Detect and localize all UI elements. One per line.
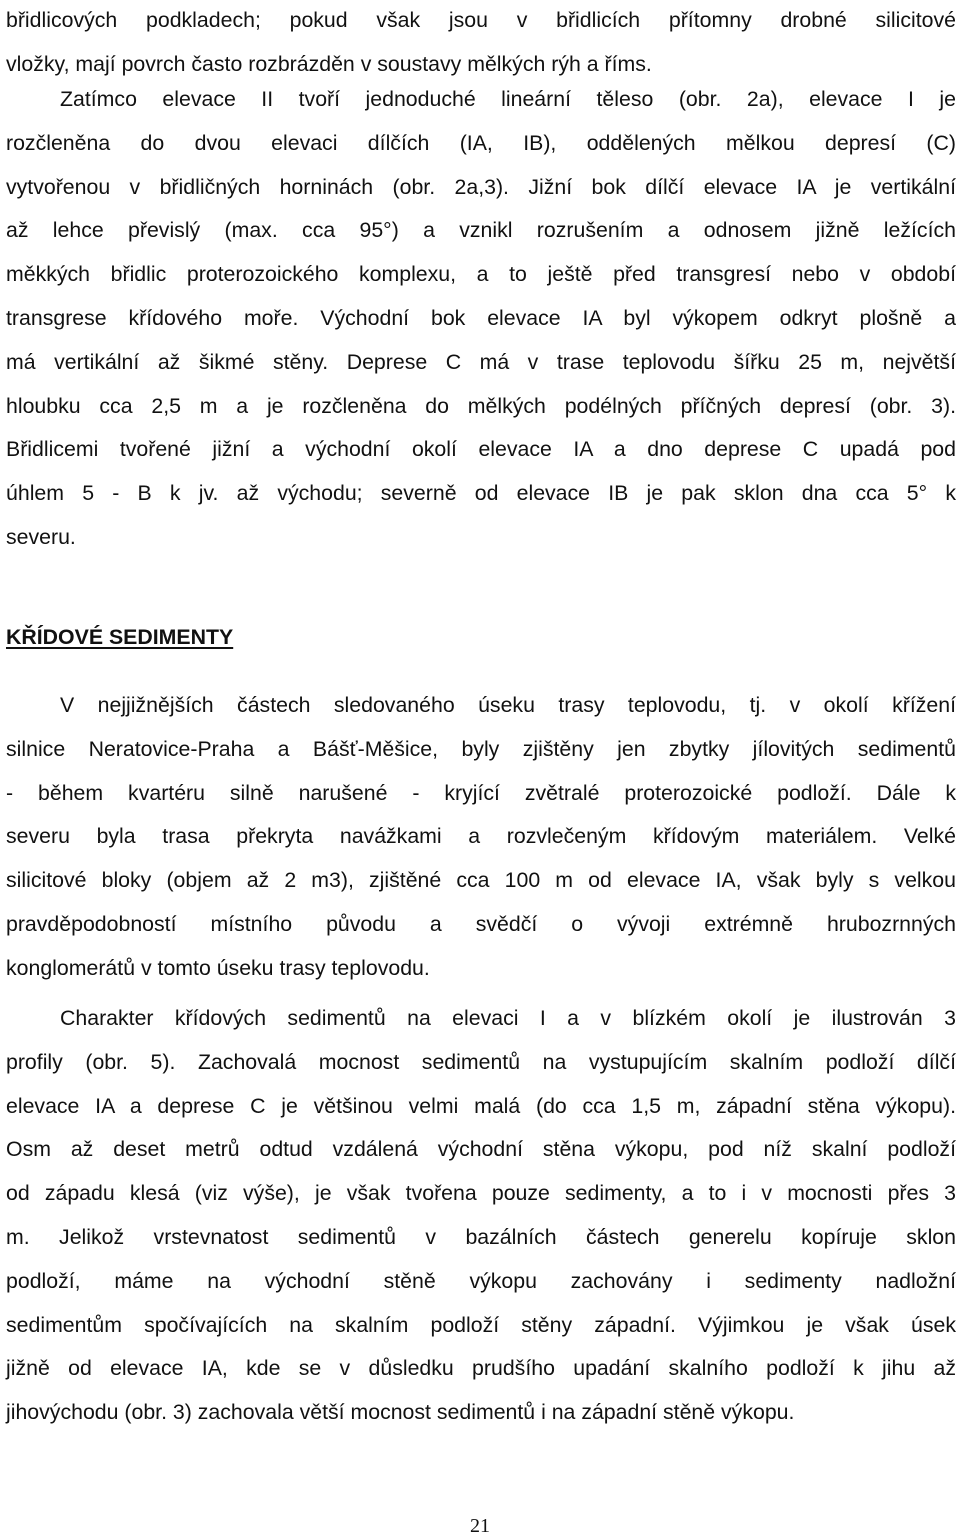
text-line: vytvořenou v břidličných horninách (obr. 2a,3). Jižní bok dílčí elevace IA je vertikální xyxy=(6,174,956,199)
paragraph-2 xyxy=(6,78,956,560)
text-line: má vertikální až šikmé stěny. Deprese C má v trase teplovodu šířku 25 m, největší xyxy=(6,349,956,374)
text-line: severu. xyxy=(6,524,76,549)
text-line: sedimentům spočívajících na skalním podloží stěny západní. Výjimkou je však úsek xyxy=(6,1312,956,1337)
text-line: m. Jelikož vrstevnatost sedimentů v bazálních částech generelu kopíruje sklon xyxy=(6,1224,956,1249)
text-line: podloží, máme na východní stěně výkopu zachovány i sedimenty nadložní xyxy=(6,1268,956,1293)
text-line: konglomerátů v tomto úseku trasy teplovodu. xyxy=(6,955,430,980)
text-line: transgrese křídového moře. Východní bok elevace IA byl výkopem odkryt plošně a xyxy=(6,305,956,330)
text-line: Osm až deset metrů odtud vzdálená východní stěna výkopu, pod níž skalní podloží xyxy=(6,1137,956,1162)
text-line: jihovýchodu (obr. 3) zachovala větší mocnost sedimentů i na západní stěně výkopu. xyxy=(6,1400,795,1425)
text-line: Charakter křídových sedimentů na elevaci I a v blízkém okolí je ilustrován 3 xyxy=(60,1006,956,1030)
paragraph-3 xyxy=(6,684,956,991)
text-line: Břidlicemi tvořené jižní a východní okolí elevace IA a dno deprese C upadá pod xyxy=(6,437,956,462)
text-line: elevace IA a deprese C je většinou velmi malá (do cca 1,5 m, západní stěna výkopu). xyxy=(6,1093,956,1118)
paragraph-1 xyxy=(6,0,956,87)
text-line: rozčleněna do dvou elevaci dílčích (IA, IB), oddělených mělkou depresí (C) xyxy=(6,130,956,155)
text-line: V nejjižnějších částech sledovaného úseku trasy teplovodu, tj. v okolí křížení xyxy=(60,693,956,717)
section-heading: KŘÍDOVÉ SEDIMENTY xyxy=(6,625,234,649)
paragraph-4 xyxy=(6,997,956,1435)
text-line: jižně od elevace IA, kde se v důsledku prudšího upadání skalního podloží k jihu až xyxy=(6,1356,956,1381)
text-line: od západu klesá (viz výše), je však tvořena pouze sedimenty, a to i v mocnosti přes 3 xyxy=(6,1181,956,1206)
text-line: severu byla trasa překryta navážkami a rozvlečeným křídovým materiálem. Velké xyxy=(6,824,956,849)
text-line: až lehce převislý (max. cca 95°) a vznikl rozrušením a odnosem jižně ležících xyxy=(6,218,956,243)
text-line: měkkých břidlic proterozoického komplexu, a to ještě před transgresí nebo v období xyxy=(6,262,956,287)
text-line: břidlicových podkladech; pokud však jsou v břidlicích přítomny drobné silicitové xyxy=(6,8,956,32)
text-line: Zatímco elevace II tvoří jednoduché lineární těleso (obr. 2a), elevace I je xyxy=(60,87,956,111)
text-line: úhlem 5 - B k jv. až východu; severně od elevace IB je pak sklon dna cca 5° k xyxy=(6,481,956,506)
text-line: silicitové bloky (objem až 2 m3), zjištěné cca 100 m od elevace IA, však byly s velkou xyxy=(6,868,956,893)
text-line: - během kvartéru silně narušené - kryjící zvětralé proterozoické podloží. Dále k xyxy=(6,780,956,805)
text-line: vložky, mají povrch často rozbrázděn v soustavy mělkých rýh a říms. xyxy=(6,51,652,76)
page-number: 21 xyxy=(470,1515,490,1537)
text-line: silnice Neratovice-Praha a Bášť-Měšice, byly zjištěny jen zbytky jílovitých sedimentů xyxy=(6,736,956,761)
text-line: profily (obr. 5). Zachovalá mocnost sedimentů na vystupujícím skalním podloží dílčí xyxy=(6,1049,956,1074)
text-line: hloubku cca 2,5 m a je rozčleněna do mělkých podélných příčných depresí (obr. 3). xyxy=(6,393,956,418)
text-line: pravděpodobností místního původu a svědčí o vývoji extrémně hrubozrnných xyxy=(6,911,956,936)
